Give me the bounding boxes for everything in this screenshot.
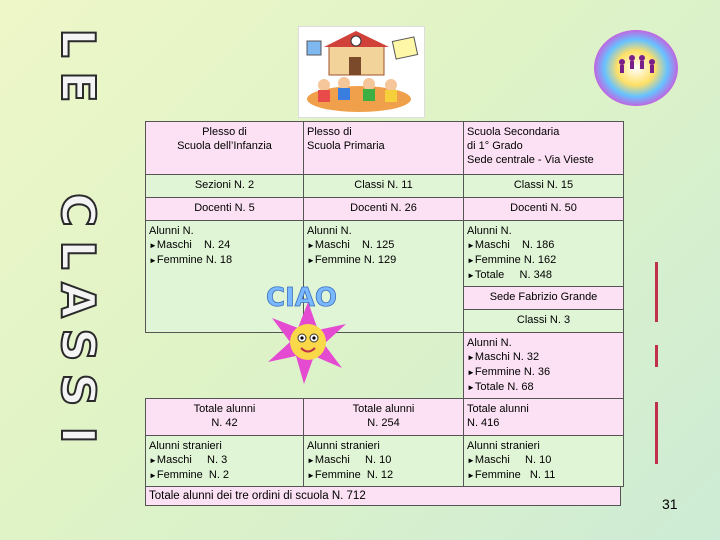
alunni-femmine: ►Femmine N. 36: [467, 366, 551, 378]
cell-alunni-fabrizio: [464, 333, 624, 399]
stranieri-maschi: ►Maschi N. 3: [149, 454, 228, 466]
cell-stranieri-secondaria: [464, 436, 624, 487]
school-logo: [592, 28, 680, 108]
stranieri-title: Alunni stranieri: [149, 440, 222, 452]
school-illustration: [298, 26, 425, 118]
table-row-sezioni: [146, 175, 624, 198]
cell-classi-fabrizio: Classi N. 3: [464, 310, 624, 333]
side-title-letter-L2: L: [53, 229, 103, 281]
ciao-clipart: [258, 280, 358, 390]
decorative-stripe: [655, 402, 658, 464]
alunni-title: Alunni N.: [467, 225, 512, 237]
table-row-docenti: [146, 198, 624, 221]
cell-stranieri-primaria: [304, 436, 464, 487]
alunni-femmine: ►Femmine N. 18: [149, 254, 233, 266]
side-title-letter-L: L: [53, 17, 103, 69]
table-row-totali: [146, 399, 624, 436]
page-number: 31: [662, 496, 678, 512]
alunni-maschi: ►Maschi N. 186: [467, 239, 555, 251]
table-row-alunni: [146, 221, 624, 287]
side-title-letter-S: S: [53, 319, 103, 371]
decorative-stripe: [655, 345, 658, 367]
cell-docenti-primaria: Docenti N. 26: [304, 198, 464, 221]
cell-totale-primaria: Totale alunni N. 254: [304, 399, 464, 436]
alunni-maschi: ►Maschi N. 24: [149, 239, 231, 251]
stranieri-femmine: ►Femmine N. 2: [149, 469, 230, 481]
table-header-row: [146, 122, 624, 175]
cell-classi-primaria: Classi N. 11: [304, 175, 464, 198]
cell-sede-fabrizio: Sede Fabrizio Grande: [464, 287, 624, 310]
stranieri-maschi: ►Maschi N. 10: [467, 454, 552, 466]
alunni-totale: ►Totale N. 348: [467, 269, 552, 281]
stranieri-title: Alunni stranieri: [307, 440, 380, 452]
decorative-stripe: [655, 262, 658, 322]
table-row-alunni-fabrizio: [146, 333, 624, 399]
side-title-letter-E: E: [53, 61, 103, 113]
header-secondaria: Scuola Secondaria di 1° Grado Sede centrale - Via Vieste: [464, 122, 624, 175]
cell-docenti-secondaria: Docenti N. 50: [464, 198, 624, 221]
alunni-title: Alunni N.: [467, 337, 512, 349]
header-primaria: Plesso di Scuola Primaria: [304, 122, 464, 175]
side-title-letter-C: C: [53, 184, 103, 236]
side-title-letter-I: I: [53, 409, 103, 461]
cell-classi-secondaria: Classi N. 15: [464, 175, 624, 198]
stranieri-maschi: ►Maschi N. 10: [307, 454, 392, 466]
cell-sezioni-infanzia: Sezioni N. 2: [146, 175, 304, 198]
stranieri-title: Alunni stranieri: [467, 440, 540, 452]
cell-stranieri-infanzia: [146, 436, 304, 487]
cell-docenti-infanzia: Docenti N. 5: [146, 198, 304, 221]
alunni-femmine: ►Femmine N. 129: [307, 254, 397, 266]
side-title-letter-A: A: [53, 274, 103, 326]
cell-alunni-secondaria: [464, 221, 624, 287]
alunni-title: Alunni N.: [149, 225, 194, 237]
alunni-totale: ►Totale N. 68: [467, 381, 534, 393]
stranieri-femmine: ►Femmine N. 11: [467, 469, 556, 481]
ciao-text: CIAO: [266, 283, 337, 313]
header-infanzia: Plesso di Scuola dell’Infanzia: [146, 122, 304, 175]
classes-table: [145, 121, 624, 487]
total-students-footer: Totale alunni dei tre ordini di scuola N. 712: [145, 486, 621, 506]
table-row-stranieri: [146, 436, 624, 487]
cell-totale-infanzia: Totale alunni N. 42: [146, 399, 304, 436]
alunni-maschi: ►Maschi N. 125: [307, 239, 395, 251]
alunni-maschi: ►Maschi N. 32: [467, 351, 540, 363]
alunni-title: Alunni N.: [307, 225, 352, 237]
stranieri-femmine: ►Femmine N. 12: [307, 469, 394, 481]
cell-totale-secondaria: Totale alunni N. 416: [464, 399, 624, 436]
alunni-femmine: ►Femmine N. 162: [467, 254, 557, 266]
side-title-letter-S2: S: [53, 364, 103, 416]
